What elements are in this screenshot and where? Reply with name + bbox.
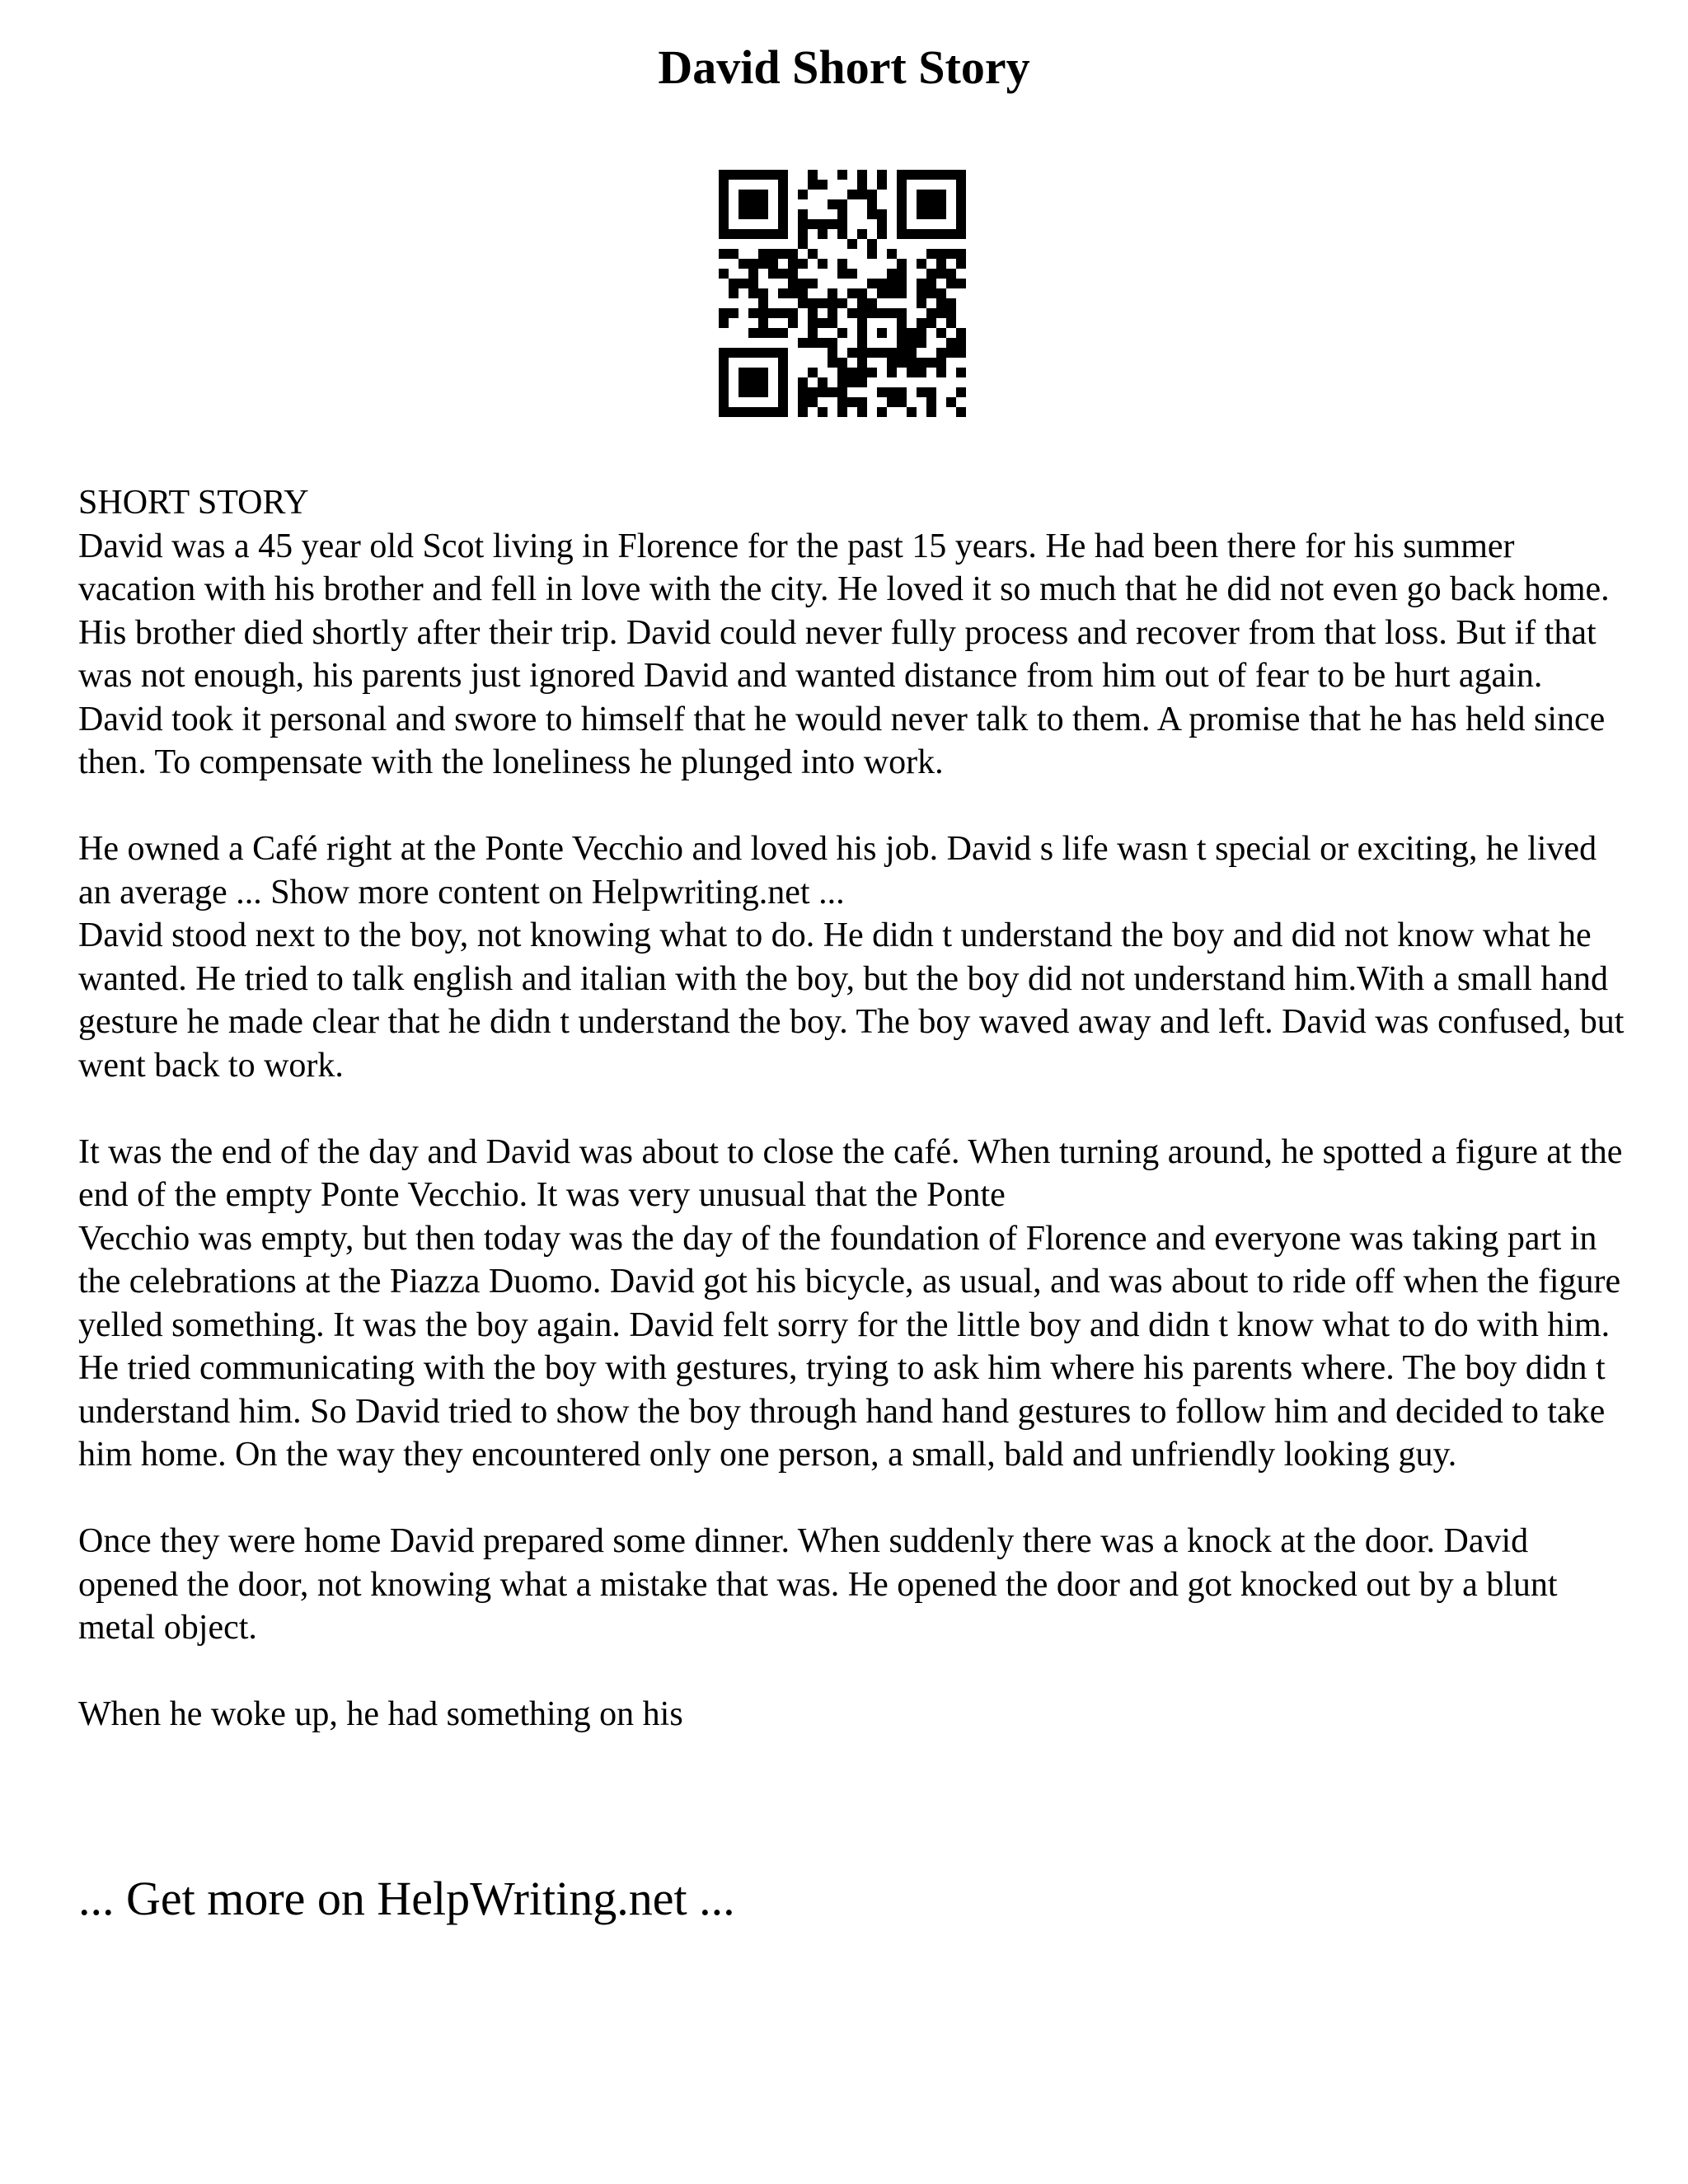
paragraph: When he woke up, he had something on his (78, 1695, 683, 1733)
story-body (78, 481, 1628, 1736)
get-more-link[interactable]: ... Get more on HelpWriting.net ... (78, 1872, 735, 1925)
paragraph: David stood next to the boy, not knowing what to do. He didn t understand the boy and did not know what he wanted. He tried to talk english and italian with the boy, but the boy did not understand him.With a small hand gesture he made clear that he didn t understand the boy. The boy waved away and left. David was confused, but went back to work. (78, 916, 1625, 1085)
document-title: David Short Story (658, 40, 1030, 94)
paragraph: He owned a Café right at the Ponte Vecchio and loved his job. David s life wasn t special or exciting, he lived an average ... Show more content on Helpwriting.net ... (78, 830, 1597, 912)
paragraph: Vecchio was empty, but then today was the day of the foundation of Florence and everyone was taking part in the celebrations at the Piazza Duomo. David got his bicycle, as usual, and was about to ride off when the figure yelled something. It was the boy again. David felt sorry for the little boy and didn t know what to do with him. He tried communicating with the boy with gestures, trying to ask him where his parents where. The boy didn t understand him. So David tried to show the boy through hand hand gestures to follow him and decided to take him home. On the way they encountered only one person, a small, bald and unfriendly looking guy. (78, 1219, 1621, 1474)
qr-code-icon (719, 170, 966, 417)
paragraph: Once they were home David prepared some dinner. When suddenly there was a knock at the door. David opened the door, not knowing what a mistake that was. He opened the door and got knocked out by a blunt metal object. (78, 1522, 1558, 1647)
paragraph: It was the end of the day and David was about to close the café. When turning around, he spotted a figure at the end of the empty Ponte Vecchio. It was very unusual that the Ponte (78, 1132, 1623, 1214)
paragraph: David was a 45 year old Scot living in Florence for the past 15 years. He had been there for his summer vacation with his brother and fell in love with the city. He loved it so much that he did not even go back home. His brother died shortly after their trip. David could never fully process and recover from that loss. But if that was not enough, his parents just ignored David and wanted distance from him out of fear to be hurt again. David took it personal and swore to himself that he would never talk to them. A promise that he has held since then. To compensate with the loneliness he plunged into work. (78, 527, 1610, 781)
qr-code[interactable] (719, 170, 966, 417)
section-label: SHORT STORY (78, 484, 309, 522)
